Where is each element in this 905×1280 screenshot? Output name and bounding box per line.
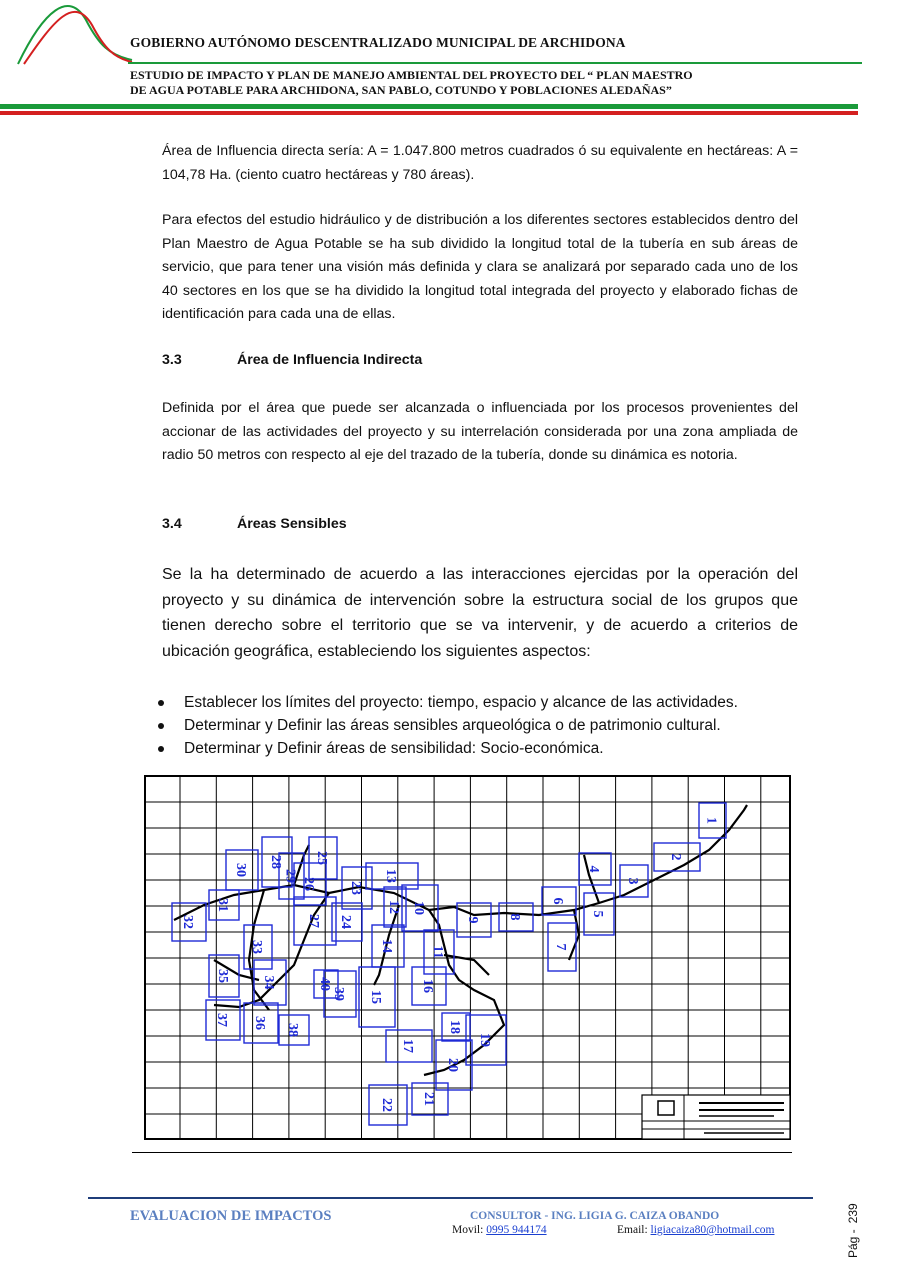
sector-label: 14: [379, 939, 394, 953]
sector-label: 35: [215, 969, 230, 983]
sector-label: 7: [553, 943, 568, 951]
sector-label: 8: [507, 913, 522, 921]
sector-label: 23: [348, 881, 363, 895]
sector-label: 21: [421, 1092, 436, 1106]
header-logo-curves: [14, 0, 134, 68]
sector-label: 9: [465, 916, 480, 924]
header-stripe-green: [0, 104, 858, 109]
footer-consultor: CONSULTOR - ING. LIGIA G. CAIZA OBANDO: [470, 1210, 720, 1222]
sector-label: 39: [331, 987, 346, 1001]
sector-label: 24: [338, 915, 353, 929]
sector-label: 25: [314, 851, 329, 865]
header-subtitle-line1: ESTUDIO DE IMPACTO Y PLAN DE MANEJO AMBIENTAL DEL PROYECTO DEL “ PLAN MAESTRO: [130, 68, 693, 82]
sector-label: 17: [400, 1039, 415, 1053]
paragraph-area-directa: Área de Influencia directa sería: A = 1.047.800 metros cuadrados ó su equivalente en hectáreas: A = 104,78 Ha. (ciento cuatro hectáreas y 780 áreas).: [162, 143, 798, 183]
sector-label: 32: [180, 915, 195, 929]
sector-label: 37: [214, 1013, 229, 1027]
list-item: Establecer los límites del proyecto: tiempo, espacio y alcance de las actividades.: [155, 691, 738, 714]
sector-label: 22: [379, 1098, 394, 1112]
sector-label: 29: [282, 869, 298, 883]
header-subtitle-line2: DE AGUA POTABLE PARA ARCHIDONA, SAN PABLO, COTUNDO Y POBLACIONES ALEDAÑAS”: [130, 83, 672, 97]
sector-label: 16: [420, 979, 435, 993]
section-heading-3-3: [162, 352, 422, 368]
sector-label: 5: [590, 910, 605, 918]
sector-label: 31: [215, 898, 230, 912]
header-subtitle: [130, 68, 830, 98]
aspects-list: [155, 691, 738, 760]
map-underline: [132, 1152, 792, 1153]
page-value: 239: [846, 1203, 860, 1224]
sector-label: 18: [447, 1020, 462, 1034]
section-title: Áreas Sensibles: [237, 516, 347, 532]
sector-label: 13: [383, 869, 398, 883]
section-heading-3-4: [162, 516, 347, 532]
sector-label: 36: [252, 1016, 267, 1030]
sector-label: 19: [477, 1033, 492, 1047]
sector-label: 4: [586, 865, 601, 873]
sector-label: 27: [306, 914, 321, 928]
title-block: [642, 1095, 790, 1139]
sector-label: 20: [445, 1058, 460, 1072]
header-stripe-red: [0, 111, 858, 115]
sector-label: 1: [703, 817, 719, 824]
footer-section-title: EVALUACION DE IMPACTOS: [130, 1208, 332, 1224]
sector-label: 10: [411, 901, 426, 915]
section-title: Área de Influencia Indirecta: [237, 352, 423, 368]
section-number: 3.3: [162, 352, 182, 368]
sector-label: 26: [301, 877, 316, 891]
footer-movil: [452, 1224, 547, 1236]
list-item: Determinar y Definir las áreas sensibles arqueológica o de patrimonio cultural.: [155, 714, 738, 737]
email-label: Email:: [617, 1224, 648, 1236]
paragraph-areas-sensibles: Se la ha determinado de acuerdo a las interacciones ejercidas por la operación del proyecto y su dinámica de intervención sobre la estructura social de los grupos que tienen derecho sobre el territorio que se va intervenir, y de acuerdo a criterios de ubicación geográfica, estableciendo los siguientes aspectos:: [162, 566, 798, 660]
sector-label: 2: [668, 853, 683, 861]
sector-label: 30: [233, 863, 248, 877]
sector-label: 28: [268, 855, 283, 869]
header-divider-green: [128, 62, 862, 64]
movil-label: Movil:: [452, 1224, 484, 1236]
sector-label: 12: [386, 900, 401, 914]
sector-map: [144, 775, 792, 1141]
page-number: [846, 1197, 860, 1258]
email-link[interactable]: ligiacaiza80@hotmail.com: [650, 1224, 775, 1236]
movil-link[interactable]: 0995 944174: [486, 1224, 547, 1236]
sector-label: 34: [261, 975, 276, 990]
sector-label: 38: [285, 1023, 300, 1037]
section-number: 3.4: [162, 516, 182, 532]
header-title: GOBIERNO AUTÓNOMO DESCENTRALIZADO MUNICIPAL DE ARCHIDONA: [130, 35, 626, 50]
sector-label: 3: [625, 877, 640, 885]
sector-label: 15: [368, 990, 383, 1004]
sector-label: 6: [550, 897, 565, 905]
sector-label: 33: [249, 940, 264, 954]
paragraph-area-indirecta: Definida por el área que puede ser alcanzada o influenciada por los procesos provenientes del accionar de las actividades del proyecto y su interrelación considerada por una zona ampliada de radio 50 metros con respecto al eje del trazado de la tubería, donde su dinámica es notoria.: [162, 400, 798, 463]
footer-email: [617, 1224, 775, 1236]
sector-label: 40: [317, 977, 332, 991]
sector-label: 11: [430, 945, 445, 959]
footer-divider: [88, 1197, 813, 1199]
list-item: Determinar y Definir áreas de sensibilidad: Socio-económica.: [155, 737, 738, 760]
page-label: Pág -: [846, 1229, 860, 1258]
paragraph-estudio-hidraulico: Para efectos del estudio hidráulico y de distribución a los diferentes sectores establecidos dentro del Plan Maestro de Agua Potable se ha sub dividido la longitud total de la tubería en sub áreas de servicio, que para tener una visión más definida y clara se analizará por separado cada uno de los 40 sectores en los que se ha dividido la longitud total integrada del proyecto y elaborado fichas de identificación para cada una de ellas.: [162, 212, 798, 322]
